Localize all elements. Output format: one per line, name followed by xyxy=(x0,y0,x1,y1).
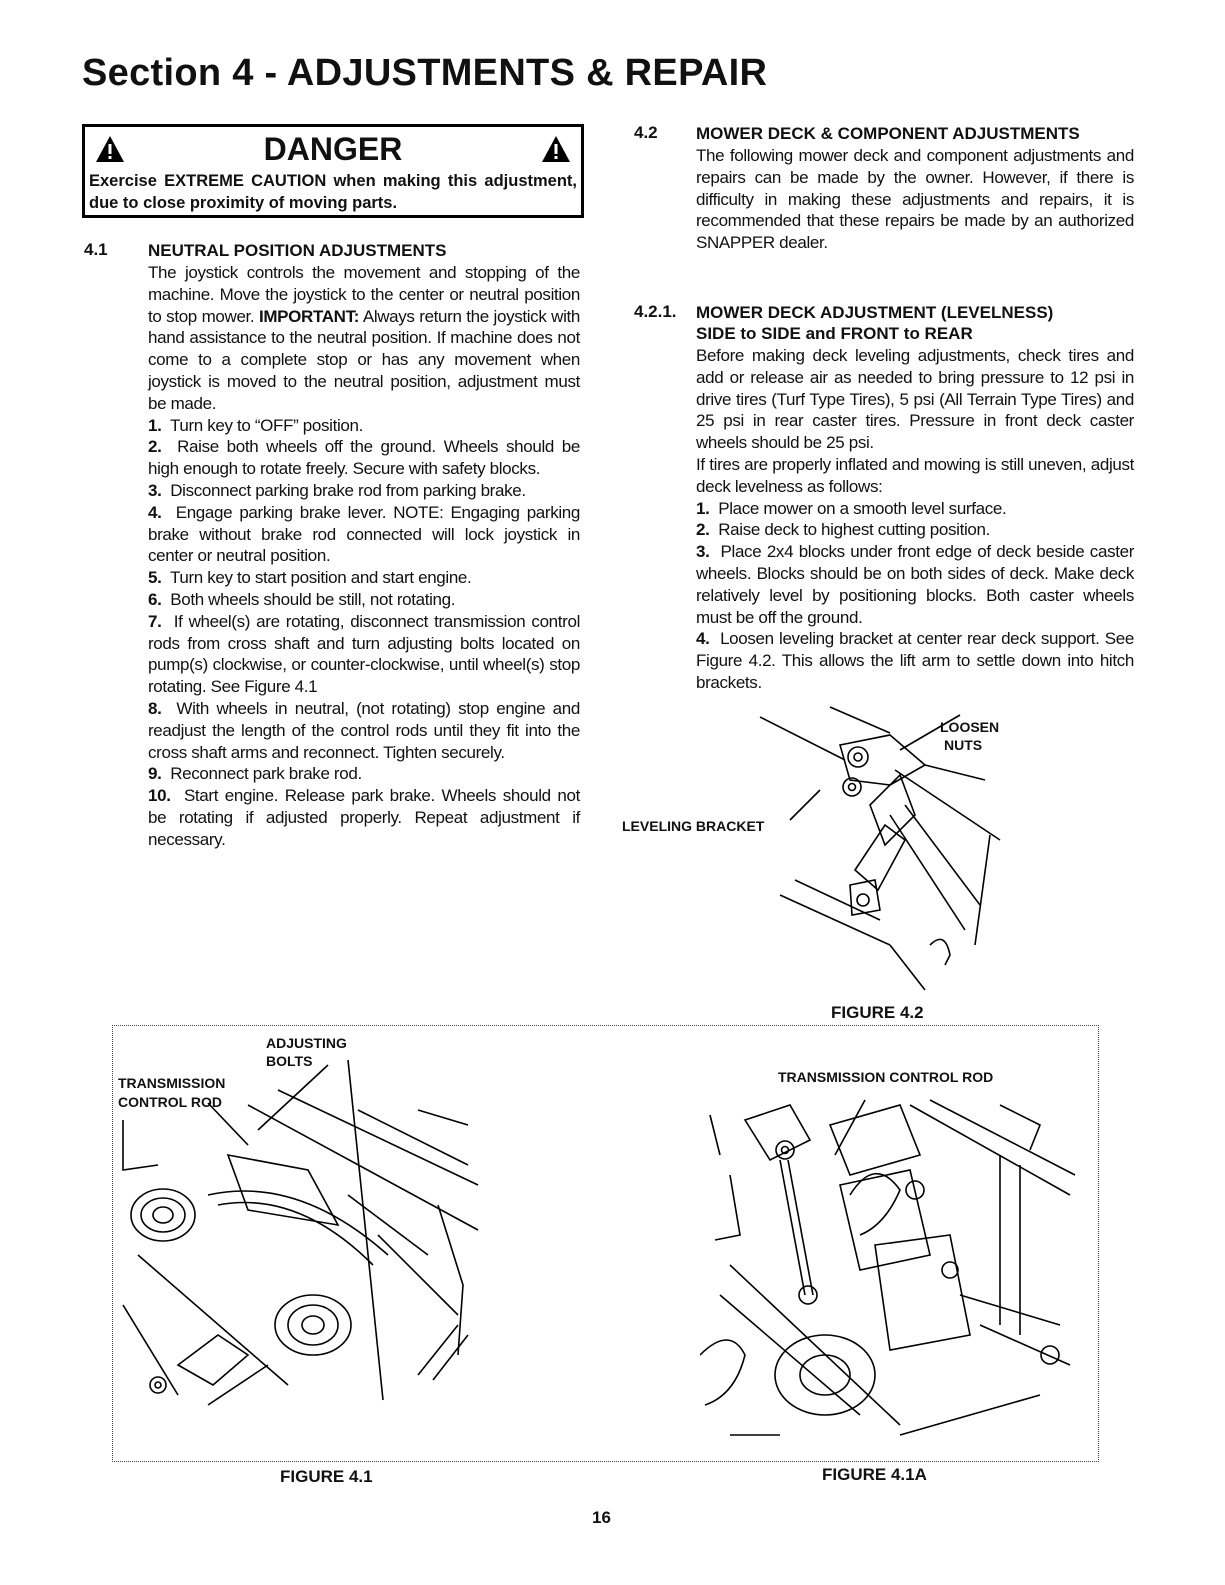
step xyxy=(148,502,580,567)
step xyxy=(148,567,580,589)
step-number: 9. xyxy=(148,764,162,784)
figure-caption: FIGURE 4.1 xyxy=(280,1467,373,1486)
danger-text: Exercise EXTREME CAUTION when making this adjustment, due to close proximity of moving parts. xyxy=(89,172,577,212)
important-text: Always return the joystick with hand assistance to the neutral position. If machine does not come to a complete stop or has any movement when joystick is moved to the neutral position, adjustment must be made. xyxy=(148,306,581,413)
step-number: 1. xyxy=(148,415,162,435)
step xyxy=(148,415,580,437)
step-text: Start engine. Release park brake. Wheels should not be rotating if adjusted properly. Repeat adjustment if necessary. xyxy=(148,786,580,849)
step-number: 1. xyxy=(696,498,710,518)
step-text: Both wheels should be still, not rotating. xyxy=(170,589,456,609)
step xyxy=(148,763,580,785)
section-heading: MOWER DECK & COMPONENT ADJUSTMENTS xyxy=(696,124,1080,143)
step-text: Engage parking brake lever. NOTE: Engaging parking brake without brake rod connected will lock joystick in center or neutral position. xyxy=(148,502,580,566)
step xyxy=(148,785,580,850)
paragraph: The following mower deck and component adjustments and repairs can be made by the owner. However, if there is difficulty in making these adjustments and repairs, it is recommended that these repairs be made by an authorized SNAPPER dealer. xyxy=(696,146,1134,253)
step-number: 4. xyxy=(696,629,710,649)
section-heading: MOWER DECK ADJUSTMENT (LEVELNESS) xyxy=(696,303,1054,322)
step-text: Turn key to “OFF” position. xyxy=(169,415,363,435)
step-number: 3. xyxy=(696,542,710,562)
label-loosen-nuts-line1: LOOSEN xyxy=(940,719,1000,735)
step-number: 2. xyxy=(148,437,162,457)
label-transmission-line2: CONTROL ROD xyxy=(118,1094,222,1110)
step xyxy=(148,589,580,611)
figure-caption: FIGURE 4.1A xyxy=(822,1465,927,1484)
important-label: IMPORTANT: xyxy=(259,306,360,326)
danger-heading: DANGER xyxy=(263,131,403,167)
figure-4-1-illustration xyxy=(118,1055,488,1425)
page-title: Section 4 - ADJUSTMENTS & REPAIR xyxy=(82,52,768,94)
section-number: 4.2.1. xyxy=(634,302,677,321)
intro-text: The joystick controls the movement and stopping of the machine. Move the joystick to the center or neutral position to stop mower. xyxy=(148,263,580,326)
section-4-1-body xyxy=(148,262,580,851)
label-leveling-bracket: LEVELING BRACKET xyxy=(622,818,765,834)
step-number: 5. xyxy=(148,568,162,588)
step-text: If wheel(s) are rotating, disconnect transmission control rods from cross shaft and turn adjusting bolts located on pump(s) clockwise, or counter-clockwise, until wheel(s) stop rotating. See Figure 4.1 xyxy=(148,611,580,697)
danger-box xyxy=(82,124,584,218)
step-text: Raise both wheels off the ground. Wheels should be high enough to rotate freely. Secure with safety blocks. xyxy=(148,437,581,479)
step xyxy=(148,436,580,480)
step-text: Place mower on a smooth level surface. xyxy=(718,498,1007,518)
section-4-2-1-body xyxy=(696,345,1134,694)
step-text: Reconnect park brake rod. xyxy=(170,764,362,784)
step xyxy=(148,611,580,698)
page-number: 16 xyxy=(592,1508,611,1527)
step-text: With wheels in neutral, (not rotating) stop engine and readjust the length of the control rods until they fit into the cross shaft arms and reconnect. Tighten securely. xyxy=(148,698,580,762)
step-number: 3. xyxy=(148,480,162,500)
section-subheading: SIDE to SIDE and FRONT to REAR xyxy=(696,324,973,343)
paragraph xyxy=(148,262,580,415)
step-text: Loosen leveling bracket at center rear deck support. See Figure 4.2. This allows the lift arm to settle down into hitch brackets. xyxy=(696,629,1134,692)
step-number: 10. xyxy=(148,786,171,806)
label-adjusting-bolts-line2: BOLTS xyxy=(266,1053,313,1069)
step-number: 7. xyxy=(148,611,162,631)
section-4-2-body xyxy=(696,145,1134,254)
label-loosen-nuts-line2: NUTS xyxy=(944,737,983,753)
section-number: 4.2 xyxy=(634,123,658,142)
section-heading: NEUTRAL POSITION ADJUSTMENTS xyxy=(148,241,447,260)
step-text: Disconnect parking brake rod from parking brake. xyxy=(170,480,526,500)
label-adjusting-bolts-line1: ADJUSTING xyxy=(266,1035,347,1051)
label-transmission-control-rod: TRANSMISSION CONTROL ROD xyxy=(778,1069,994,1085)
step-text: Place 2x4 blocks under front edge of deck beside caster wheels. Blocks should be on both sides of deck. Make deck relatively level by positioning blocks. Both caster wheels must be off the ground. xyxy=(696,542,1135,627)
paragraph: Before making deck leveling adjustments, check tires and add or release air as needed to bring pressure to 12 psi in drive tires (Turf Type Tires), 5 psi (All Terrain Type Tires) and 25 psi in rear caster tires. Pressure in front deck caster wheels should be 25 psi. xyxy=(696,346,1134,453)
step-number: 6. xyxy=(148,589,162,609)
step-text: Raise deck to highest cutting position. xyxy=(718,520,990,540)
step-number: 8. xyxy=(148,698,162,718)
step-number: 4. xyxy=(148,502,162,522)
paragraph: If tires are properly inflated and mowing is still uneven, adjust deck levelness as follows: xyxy=(696,454,1134,496)
step-text: Turn key to start position and start engine. xyxy=(169,568,472,588)
section-number: 4.1 xyxy=(84,240,108,259)
figure-4-1a-illustration xyxy=(700,1095,1080,1445)
warning-triangle-icon xyxy=(541,135,571,163)
step xyxy=(696,519,1134,541)
step xyxy=(148,480,580,502)
step xyxy=(696,541,1134,628)
step-number: 2. xyxy=(696,520,710,540)
step xyxy=(696,628,1134,693)
step xyxy=(696,498,1134,520)
label-transmission-line1: TRANSMISSION xyxy=(118,1075,226,1091)
step xyxy=(148,698,580,763)
figure-caption: FIGURE 4.2 xyxy=(831,1003,924,1022)
